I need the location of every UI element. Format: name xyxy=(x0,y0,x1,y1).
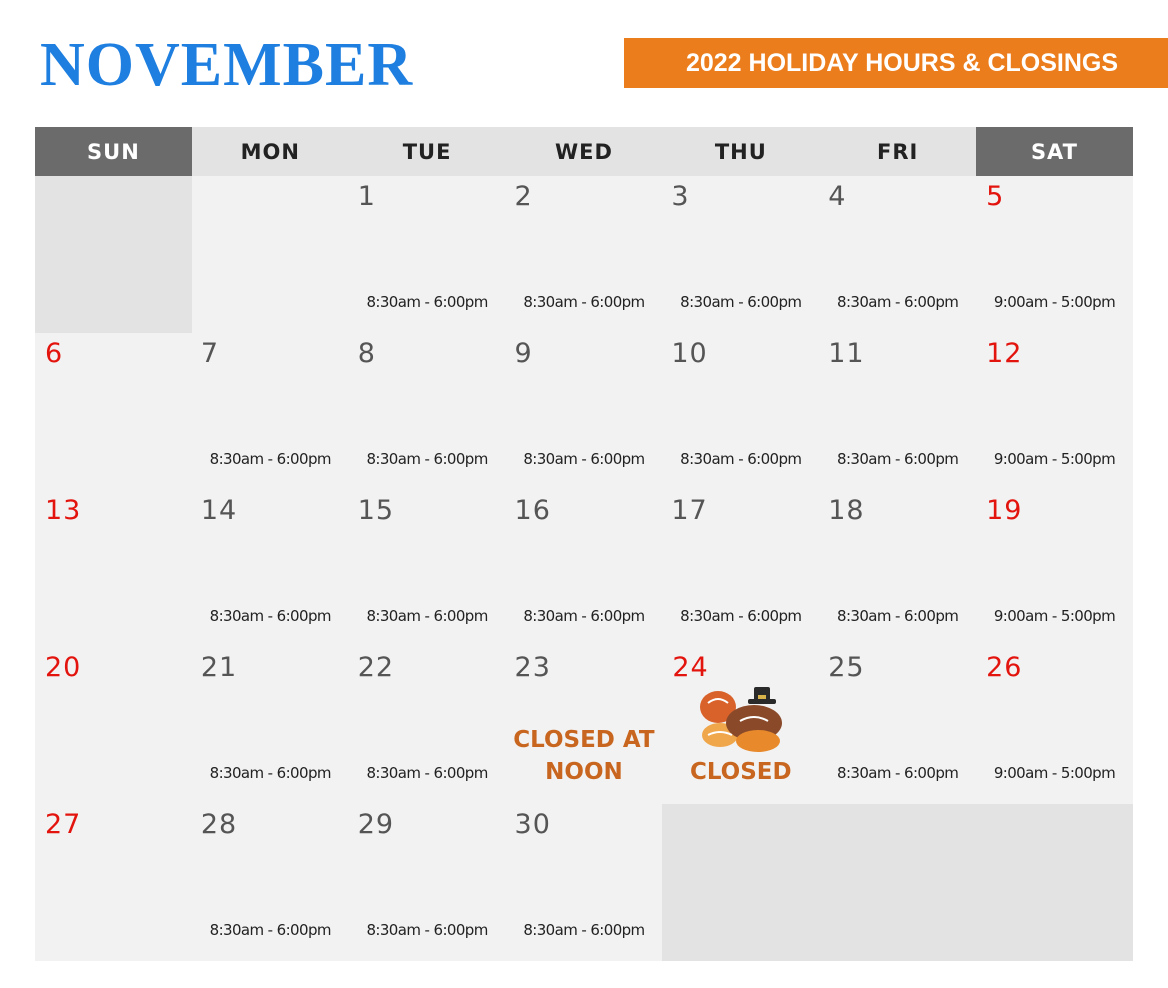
day-number: 28 xyxy=(200,809,238,840)
day-cell-7 xyxy=(192,333,349,490)
day-cell-26 xyxy=(976,647,1133,804)
day-cell-22 xyxy=(349,647,506,804)
day-number: 13 xyxy=(45,495,82,526)
calendar-week xyxy=(35,647,1133,804)
calendar xyxy=(35,127,1133,961)
day-number: 24 xyxy=(672,652,709,683)
weekday-header-mon: MON xyxy=(192,127,349,176)
hours-text: 8:30am - 6:00pm xyxy=(366,764,488,782)
hours-text: 8:30am - 6:00pm xyxy=(837,607,959,625)
day-cell-27 xyxy=(35,804,192,961)
day-cell-11 xyxy=(819,333,976,490)
day-number: 3 xyxy=(671,181,690,212)
hours-text: 8:30am - 6:00pm xyxy=(680,450,802,468)
weekday-header-sat: SAT xyxy=(976,127,1133,176)
hours-text: 8:30am - 6:00pm xyxy=(209,607,331,625)
hours-text: 8:30am - 6:00pm xyxy=(366,450,488,468)
day-number: 20 xyxy=(45,652,82,683)
day-number: 26 xyxy=(986,652,1023,683)
hours-text: 8:30am - 6:00pm xyxy=(523,450,645,468)
holiday-hours-banner: 2022 HOLIDAY HOURS & CLOSINGS xyxy=(624,38,1168,88)
hours-text: 8:30am - 6:00pm xyxy=(209,921,331,939)
calendar-week xyxy=(35,490,1133,647)
hours-text: 8:30am - 6:00pm xyxy=(366,293,488,311)
hours-text: 8:30am - 6:00pm xyxy=(209,450,331,468)
day-number: 4 xyxy=(828,181,847,212)
empty-cell xyxy=(976,804,1133,961)
weekday-header-wed: WED xyxy=(506,127,663,176)
day-cell-1 xyxy=(349,176,506,333)
hours-text: 9:00am - 5:00pm xyxy=(993,607,1116,625)
day-cell-4 xyxy=(819,176,976,333)
day-cell-25 xyxy=(819,647,976,804)
day-cell-2 xyxy=(506,176,663,333)
day-number: 12 xyxy=(986,338,1023,369)
day-number: 30 xyxy=(514,809,551,840)
hours-text: 8:30am - 6:00pm xyxy=(680,293,802,311)
hours-text: 8:30am - 6:00pm xyxy=(523,607,645,625)
hours-text: 9:00am - 5:00pm xyxy=(993,293,1116,311)
day-cell-15 xyxy=(349,490,506,647)
day-cell-17 xyxy=(662,490,819,647)
day-number: 22 xyxy=(357,652,395,683)
day-number: 21 xyxy=(200,652,238,683)
holiday-closure-note xyxy=(506,724,663,788)
day-number: 11 xyxy=(828,338,865,369)
day-number: 27 xyxy=(45,809,82,840)
weekday-header-tue: TUE xyxy=(349,127,506,176)
weekday-header-fri: FRI xyxy=(819,127,976,176)
calendar-week xyxy=(35,333,1133,490)
day-cell-16 xyxy=(506,490,663,647)
day-number: 6 xyxy=(45,338,64,369)
weekday-header-thu: THU xyxy=(662,127,819,176)
day-number: 1 xyxy=(357,181,376,212)
day-number: 23 xyxy=(514,652,551,683)
holiday-closure-note xyxy=(662,756,819,788)
closure-note-line: NOON xyxy=(545,759,623,785)
empty-cell xyxy=(662,804,819,961)
calendar-week xyxy=(35,804,1133,961)
day-cell-8 xyxy=(349,333,506,490)
weekday-header-row xyxy=(35,127,1133,176)
day-cell-5 xyxy=(976,176,1133,333)
day-number: 16 xyxy=(514,495,551,526)
day-number: 19 xyxy=(986,495,1023,526)
hours-text: 8:30am - 6:00pm xyxy=(366,607,488,625)
hours-text: 8:30am - 6:00pm xyxy=(523,921,645,939)
day-cell-12 xyxy=(976,333,1133,490)
hours-text: 8:30am - 6:00pm xyxy=(523,293,645,311)
day-cell-14 xyxy=(192,490,349,647)
day-cell-9 xyxy=(506,333,663,490)
day-number: 7 xyxy=(200,338,220,369)
closure-note-line: CLOSED xyxy=(689,759,792,785)
day-cell-20 xyxy=(35,647,192,804)
day-cell-28 xyxy=(192,804,349,961)
day-cell-13 xyxy=(35,490,192,647)
hours-text: 9:00am - 5:00pm xyxy=(993,450,1116,468)
empty-cell xyxy=(192,176,349,333)
calendar-weeks xyxy=(35,176,1133,961)
calendar-week xyxy=(35,176,1133,333)
day-number: 15 xyxy=(357,495,395,526)
weekday-header-sun: SUN xyxy=(35,127,192,176)
day-cell-23 xyxy=(506,647,663,804)
day-cell-6 xyxy=(35,333,192,490)
empty-cell xyxy=(35,176,192,333)
day-cell-19 xyxy=(976,490,1133,647)
hours-text: 8:30am - 6:00pm xyxy=(837,764,959,782)
day-number: 9 xyxy=(514,338,533,369)
day-number: 14 xyxy=(200,495,238,526)
day-cell-21 xyxy=(192,647,349,804)
happy-thanksgiving-pumpkins-icon xyxy=(696,683,788,753)
empty-cell xyxy=(819,804,976,961)
day-number: 5 xyxy=(986,181,1005,212)
day-cell-10 xyxy=(662,333,819,490)
hours-text: 8:30am - 6:00pm xyxy=(209,764,331,782)
day-cell-29 xyxy=(349,804,506,961)
day-number: 29 xyxy=(357,809,395,840)
day-number: 25 xyxy=(828,652,865,683)
day-cell-3 xyxy=(662,176,819,333)
hours-text: 8:30am - 6:00pm xyxy=(366,921,488,939)
hours-text: 8:30am - 6:00pm xyxy=(837,293,959,311)
hours-text: 8:30am - 6:00pm xyxy=(837,450,959,468)
day-cell-18 xyxy=(819,490,976,647)
month-title: NOVEMBER xyxy=(40,31,414,99)
day-number: 8 xyxy=(357,338,376,369)
day-number: 17 xyxy=(671,495,708,526)
day-cell-24 xyxy=(662,647,819,804)
day-number: 18 xyxy=(828,495,865,526)
hours-text: 8:30am - 6:00pm xyxy=(680,607,802,625)
day-number: 10 xyxy=(671,338,708,369)
hours-text: 9:00am - 5:00pm xyxy=(993,764,1116,782)
day-number: 2 xyxy=(514,181,533,212)
closure-note-line: CLOSED AT xyxy=(513,727,655,753)
day-cell-30 xyxy=(506,804,663,961)
